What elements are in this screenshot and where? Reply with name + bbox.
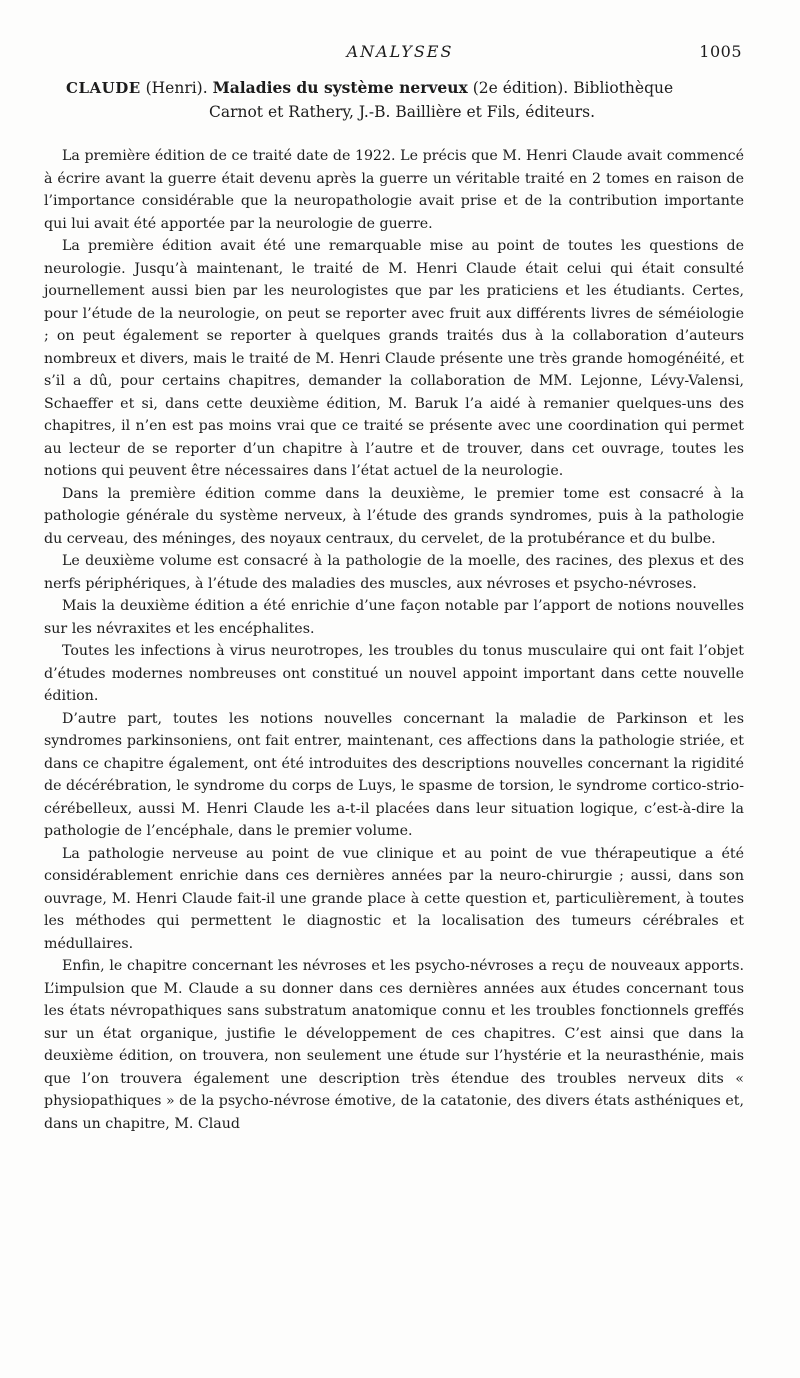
paragraph-infections: Toutes les infections à virus neurotropes, les troubles du tonus musculaire qui ont fait l’objet d’études modernes nombreuses ont constitué un nouvel appoint important dans cette nouvelle édition. bbox=[44, 643, 744, 704]
edition-note: (2e édition). bbox=[472, 79, 569, 97]
author-name: CLAUDE bbox=[66, 79, 141, 97]
author-given-name: (Henri). bbox=[145, 79, 208, 97]
paragraph-new-notions: Mais la deuxième édition a été enrichie d’une façon notable par l’apport de notions nouvelles sur les névraxites et les encéphalites. bbox=[44, 598, 744, 637]
review-heading-line-1 bbox=[62, 76, 742, 100]
paragraph-homogeneity: La première édition avait été une remarquable mise au point de toutes les questions de neurologie. Jusqu’à maintenant, le traité de M. Henri Claude était celui qui était consulté journellement aussi bien par les neurologistes que par les praticiens et les étudiants. Certes, pour l’étude de la neurologie, on peut se reporter avec fruit aux différents livres de séméiologie ; on peut également se reporter à quelques grands traités dus à la collaboration d’auteurs nombreux et divers, mais le traité de M. Henri Claude présente une très grande homogénéité, et s’il a dû, pour certains chapitres, demander la collaboration de MM. Lejonne, Lévy-Valensi, Schaeffer et si, dans cette deuxième édition, M. Baruk l’a aidé à remanier quelques-uns des chapitres, il n’en est pas moins vrai que ce traité se présente avec une coordination qui permet au lecteur de se reporter d’un chapitre à l’autre et de trouver, dans cet ouvrage, toutes les notions qui peuvent être nécessaires dans l’état actuel de la neurologie. bbox=[44, 238, 744, 479]
paragraph-neurosurgery: La pathologie nerveuse au point de vue clinique et au point de vue thérapeutique a été considérablement enrichie dans ces dernières années par la neuro-chirurgie ; aussi, dans son ouvrage, M. Henri Claude fait-il une grande place à cette question et, particulièrement, à toutes les méthodes qui permettent le diagnostic et la localisation des tumeurs cérébrales et médullaires. bbox=[44, 845, 744, 952]
book-title: Maladies du système nerveux bbox=[212, 78, 468, 97]
review-body bbox=[44, 145, 744, 1135]
running-title: ANALYSES bbox=[346, 42, 454, 61]
publisher-line: Carnot et Rathery, J.-B. Baillière et Fils, éditeurs. bbox=[208, 103, 596, 121]
paragraph-second-volume: Le deuxième volume est consacré à la pathologie de la moelle, des racines, des plexus et des nerfs périphériques, à l’étude des maladies des muscles, aux névroses et psycho-névroses. bbox=[44, 553, 744, 592]
paragraph-first-volume: Dans la première édition comme dans la deuxième, le premier tome est consacré à la pathologie générale du système nerveux, à l’étude des grands syndromes, puis à la pathologie du cerveau, des méninges, des noyaux centraux, du cervelet, de la protubérance et du bulbe. bbox=[44, 485, 744, 547]
page-number: 1005 bbox=[699, 42, 742, 61]
running-head bbox=[0, 42, 800, 66]
paragraph-first-edition: La première édition de ce traité date de 1922. Le précis que M. Henri Claude avait commencé à écrire avant la guerre était devenu après la guerre un véritable traité en 2 tomes en raison de l’importance considérable que la neuropathologie avait prise et de la contribution importante qui lui avait été apportée par la neurologie de guerre. bbox=[44, 148, 744, 232]
paragraph-parkinson: D’autre part, toutes les notions nouvelles concernant la maladie de Parkinson et les syndromes parkinsoniens, ont fait entrer, maintenant, ces affections dans la pathologie striée, et dans ce chapitre également, ont été introduites des descriptions nouvelles concernant la rigidité de décérébration, le syndrome du corps de Luys, le spasme de torsion, le syndrome cortico-strio-cérébelleux, aussi M. Henri Claude les a-t-il placées dans leur situation logique, c’est-à-dire la pathologie de l’encéphale, dans le premier volume. bbox=[44, 710, 744, 839]
review-heading bbox=[62, 76, 742, 124]
publisher-series: Bibliothèque bbox=[573, 79, 674, 97]
paragraph-neuroses: Enfin, le chapitre concernant les névroses et les psycho-névroses a reçu de nouveaux apports. L’impulsion que M. Claude a su donner dans ces dernières années aux études concernant tous les états névropathiques sans substratum anatomique connu et les troubles fonctionnels greffés sur un état organique, justifie le développement de ces chapitres. C’est ainsi que dans la deuxième édition, on trouvera, non seulement une étude sur l’hystérie et la neurasthénie, mais que l’on trouvera également une description très étendue des troubles nerveux dits « physiopathiques » de la psycho-névrose émotive, de la catatonie, des divers états asthéniques et, dans un chapitre, M. Claud bbox=[44, 958, 744, 1132]
